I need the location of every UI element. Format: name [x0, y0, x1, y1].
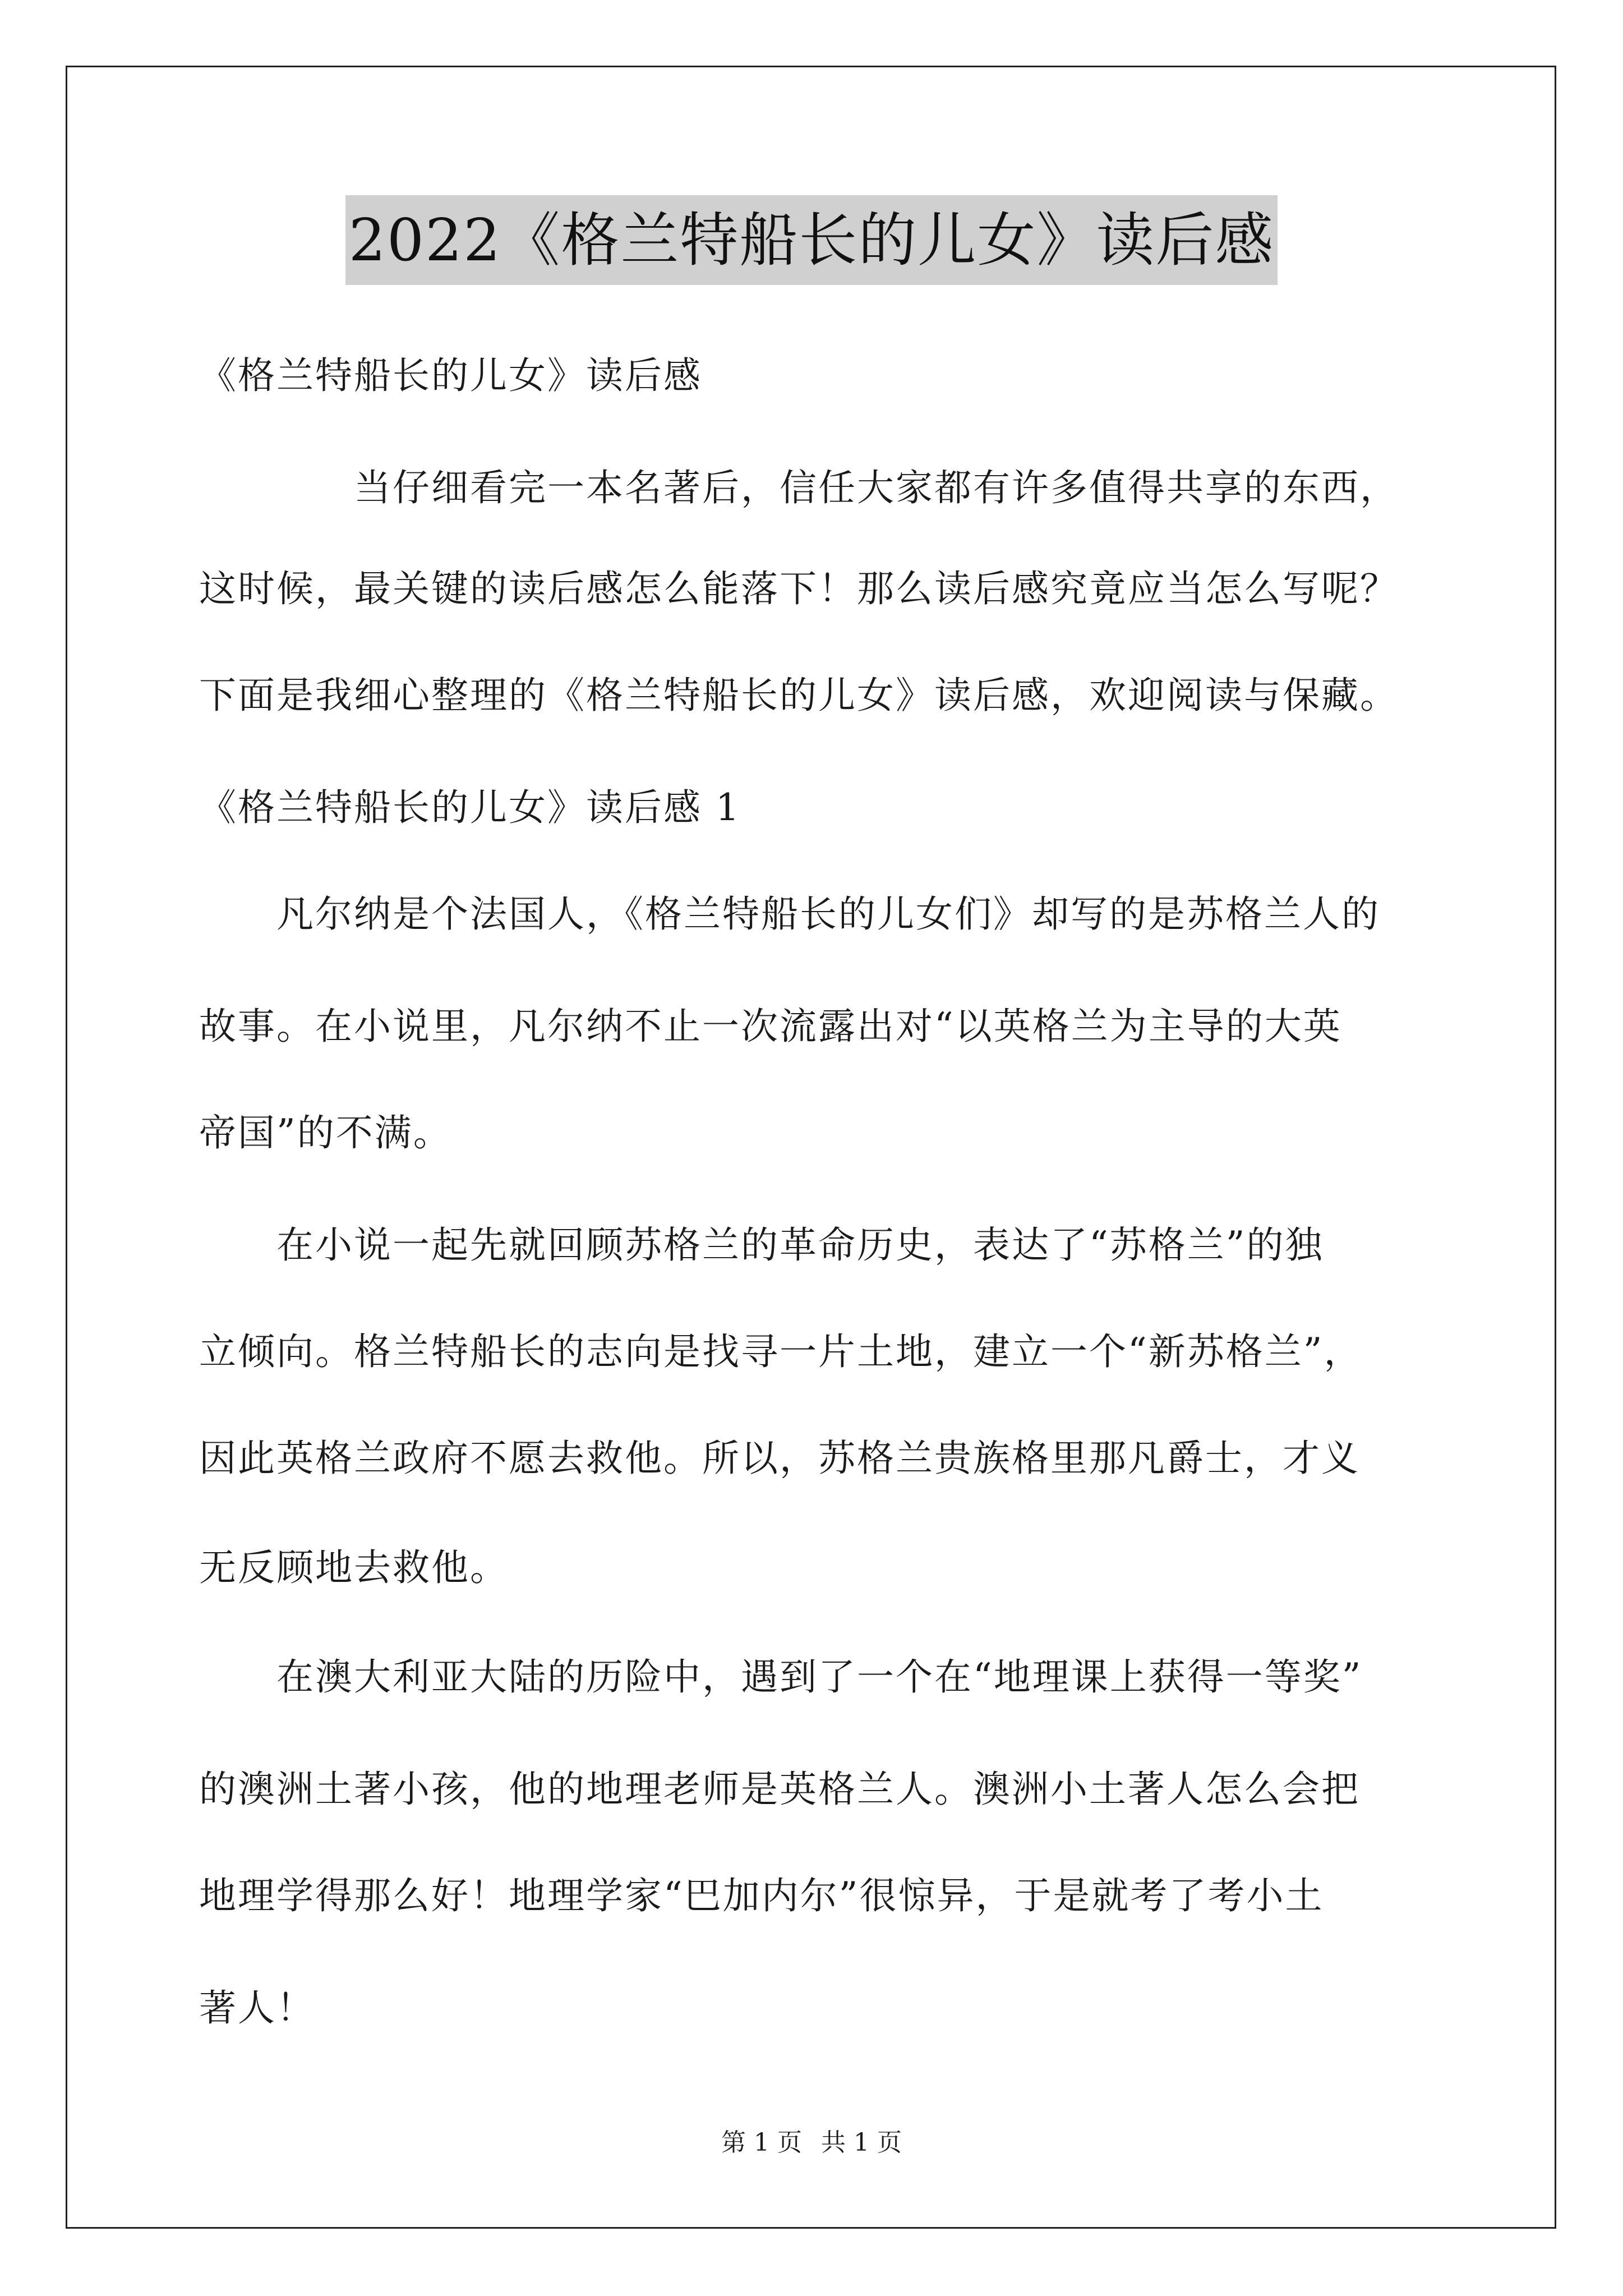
- body-line: 著人！: [199, 1986, 315, 2030]
- body-line: 《格兰特船长的儿女》读后感 1: [199, 786, 741, 829]
- body-line: 的澳洲土著小孩，他的地理老师是英格兰人。澳洲小土著人怎么会把: [199, 1768, 1360, 1811]
- body-line: 地理学得那么好！地理学家“巴加内尔”很惊异，于是就考了考小土: [199, 1874, 1324, 1917]
- page-footer: [0, 2126, 1623, 2160]
- body-line: 在小说一起先就回顾苏格兰的革命历史，表达了“苏格兰”的独: [199, 1223, 1324, 1267]
- page-number: 第 1 页: [721, 2128, 802, 2157]
- page-total: 共 1 页: [821, 2128, 902, 2157]
- body-line: 故事。在小说里，凡尔纳不止一次流露出对“以英格兰为主导的大英: [199, 1005, 1342, 1048]
- body-line: 当仔细看完一本名著后，信任大家都有许多值得共享的东西，: [199, 466, 1399, 509]
- body-line: 因此英格兰政府不愿去救他。所以，苏格兰贵族格里那凡爵士，才义: [199, 1437, 1360, 1480]
- body-line: 无反顾地去救他。: [199, 1546, 509, 1589]
- body-line: 立倾向。格兰特船长的志向是找寻一片土地，建立一个“新苏格兰”，: [199, 1330, 1363, 1373]
- body-line: 《格兰特船长的儿女》读后感: [199, 354, 702, 397]
- body-line: 凡尔纳是个法国人，《格兰特船长的儿女们》却写的是苏格兰人的: [199, 892, 1380, 936]
- body-line: 帝国”的不满。: [199, 1111, 452, 1154]
- document-title: 2022《格兰特船长的儿女》读后感: [345, 195, 1278, 285]
- body-line: 这时候，最关键的读后感怎么能落下！那么读后感究竟应当怎么写呢？: [199, 567, 1399, 610]
- body-line: 下面是我细心整理的《格兰特船长的儿女》读后感，欢迎阅读与保藏。: [199, 674, 1399, 717]
- title-container: [0, 195, 1623, 285]
- body-line: 在澳大利亚大陆的历险中，遇到了一个在“地理课上获得一等奖”: [199, 1655, 1363, 1699]
